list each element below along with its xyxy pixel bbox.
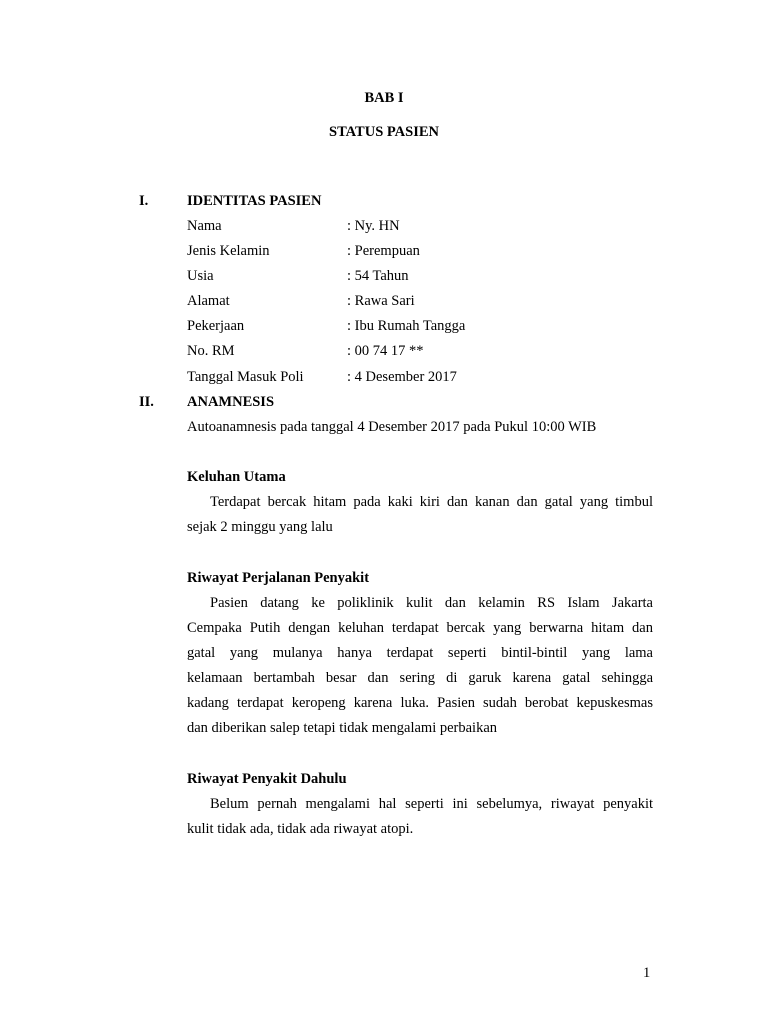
keluhan-utama-line: Terdapat bercak hitam pada kaki kiri dan kanan dan gatal yang timbul (210, 494, 653, 510)
section-heading-identity: IDENTITAS PASIEN (187, 193, 322, 209)
identity-label: Usia (187, 268, 214, 284)
identity-label: Alamat (187, 293, 230, 309)
keluhan-utama-heading: Keluhan Utama (187, 469, 286, 485)
identity-label: No. RM (187, 343, 235, 359)
identity-label: Jenis Kelamin (187, 243, 270, 259)
identity-value: : 4 Desember 2017 (347, 369, 457, 385)
identity-label: Nama (187, 218, 222, 234)
identity-value: : 54 Tahun (347, 268, 409, 284)
identity-value: : Perempuan (347, 243, 420, 259)
identity-value: : Ibu Rumah Tangga (347, 318, 466, 334)
riwayat-perjalanan-line: Cempaka Putih dengan keluhan terdapat bercak yang berwarna hitam dan (187, 620, 653, 636)
riwayat-perjalanan-line: gatal yang mulanya hanya terdapat seperti bintil-bintil yang lama (187, 645, 653, 661)
riwayat-dahulu-heading: Riwayat Penyakit Dahulu (187, 771, 347, 787)
page-title: STATUS PASIEN (329, 124, 439, 140)
riwayat-perjalanan-line: kadang terdapat keropeng karena luka. Pasien sudah berobat kepuskesmas (187, 695, 653, 711)
keluhan-utama-line: sejak 2 minggu yang lalu (187, 519, 333, 535)
chapter-heading: BAB I (364, 90, 404, 106)
riwayat-perjalanan-line: dan diberikan salep tetapi tidak mengalami perbaikan (187, 720, 498, 736)
section-number-anamnesis: II. (139, 394, 154, 410)
riwayat-perjalanan-heading: Riwayat Perjalanan Penyakit (187, 570, 370, 586)
riwayat-perjalanan-line: Pasien datang ke poliklinik kulit dan kelamin RS Islam Jakarta (210, 595, 653, 611)
anamnesis-intro: Autoanamnesis pada tanggal 4 Desember 2017 pada Pukul 10:00 WIB (187, 419, 597, 435)
identity-value: : Ny. HN (347, 218, 400, 234)
riwayat-dahulu-line: Belum pernah mengalami hal seperti ini sebelumya, riwayat penyakit (210, 796, 653, 812)
riwayat-dahulu-line: kulit tidak ada, tidak ada riwayat atopi. (187, 821, 414, 837)
identity-value: : Rawa Sari (347, 293, 415, 309)
riwayat-perjalanan-line: kelamaan bertambah besar dan sering di garuk karena gatal sehingga (187, 670, 653, 686)
identity-label: Tanggal Masuk Poli (187, 369, 304, 385)
identity-label: Pekerjaan (187, 318, 245, 334)
page-number: 1 (643, 965, 651, 981)
identity-value: : 00 74 17 ** (347, 343, 424, 359)
section-number-identity: I. (139, 193, 149, 209)
section-heading-anamnesis: ANAMNESIS (187, 394, 275, 410)
